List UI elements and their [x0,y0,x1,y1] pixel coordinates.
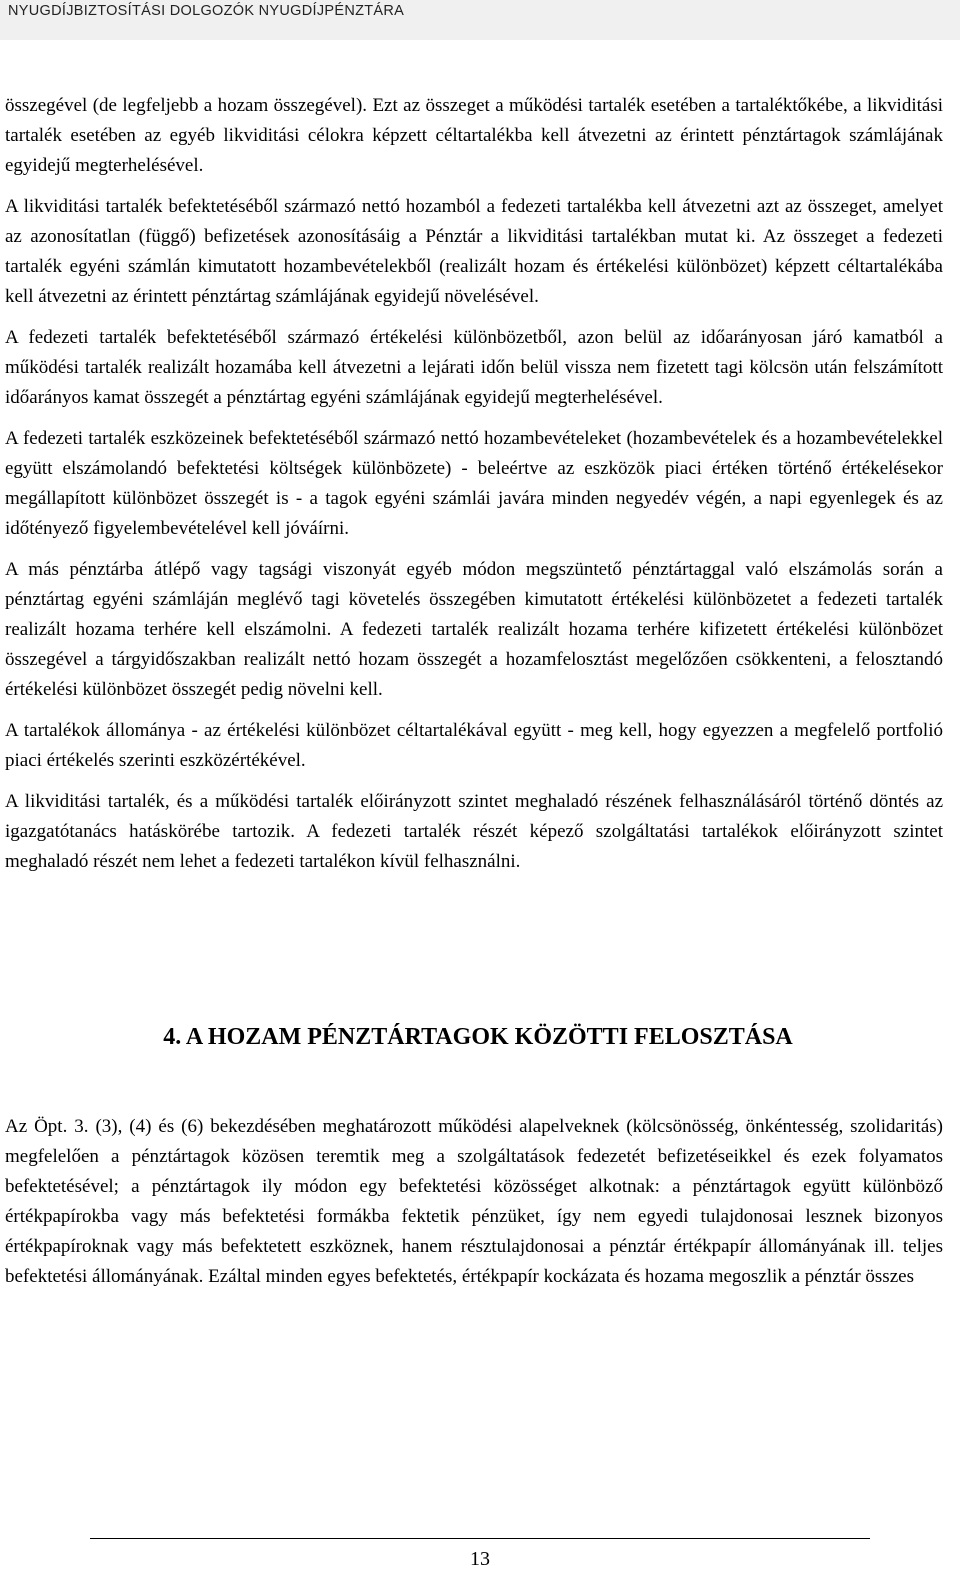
paragraph-7: A likviditási tartalék, és a működési tartalék előirányzott szintet meghaladó részének felhasználásáról történő döntés az igazgatótanács hatáskörébe tartozik. A fedezeti tartalék részét képező szolgáltatási tartalékok előirányzott szintet meghaladó részét nem lehet a fedezeti tartalékon kívül felhasználni. [5,791,943,872]
page-body [5,91,943,1303]
paragraph-2: A likviditási tartalék befektetéséből származó nettó hozamból a fedezeti tartalékba kell átvezetni azt az összeget, amelyet az azonosítatlan (függő) befizetések azonosításáig a Pénztár a likviditási tartalékban mutat ki. Az összeget a fedezeti tartalék egyéni számlán kimutatott hozambevételekből (realizált hozam és értékelési különbözet) képzett céltartalékába kell átvezetni az érintett pénztártag számlájának egyidejű növelésével. [5,196,943,307]
section-heading: 4. A HOZAM PÉNZTÁRTAGOK KÖZÖTTI FELOSZTÁSA [163,1024,793,1050]
paragraph-3: A fedezeti tartalék befektetéséből származó értékelési különbözetből, azon belül az időarányosan járó kamatból a működési tartalék realizált hozamába kell átvezetni a lejárati időn belül vissza nem fizetett tagi kölcsön után felszámított időarányos kamat összegét a pénztártag egyéni számlájának egyidejű megterhelésével. [5,327,943,408]
running-header-title: NYUGDÍJBIZTOSÍTÁSI DOLGOZÓK NYUGDÍJPÉNZTÁRA [8,3,405,19]
paragraph-5: A más pénztárba átlépő vagy tagsági viszonyát egyéb módon megszüntető pénztártaggal való elszámolás során a pénztártag egyéni számláján meglévő tagi követelés összegében kimutatott értékelési különbözetet a fedezeti tartalék realizált hozama terhére kell elszámolni. A fedezeti tartalék realizált hozama terhére kifizetett értékelési különbözet összegével a tárgyidőszakban realizált nettó hozam összegét a hozamfelosztást megelőzően csökkenteni, a felosztandó értékelési különbözet összegét pedig növelni kell. [5,559,943,700]
paragraph-1: összegével (de legfeljebb a hozam összegével). Ezt az összeget a működési tartalék esetében a tartaléktőkébe, a likviditási tartalék esetében az egyéb likviditási célokra képzett céltartalékba kell átvezetni az érintett pénztártagok számlájának egyidejű megterhelésével. [5,95,943,176]
page-number: 13 [470,1548,490,1570]
footer-divider [90,1538,870,1539]
paragraph-4: A fedezeti tartalék eszközeinek befektetéséből származó nettó hozambevételeket (hozambevételek és a hozambevételekkel együtt elszámolandó befektetési költségek különbözete) - beleértve az eszközök piaci értéken történő értékelésekor megállapított különbözet összegét is - a tagok egyéni számlái javára minden negyedév végén, a napi egyenlegek és az időtényező figyelembevételével kell jóváírni. [5,428,943,539]
paragraph-6: A tartalékok állománya - az értékelési különbözet céltartalékával együtt - meg kell, hogy egyezzen a megfelelő portfolió piaci értékelés szerinti eszközértékével. [5,720,943,771]
paragraph-8: Az Öpt. 3. (3), (4) és (6) bekezdésében meghatározott működési alapelveknek (kölcsönösség, önkéntesség, szolidaritás) megfelelően a pénztártagok közösen teremtik meg a szolgáltatások fedezetét befizetéseikkel és ezek folyamatos befektetésével; a pénztártagok ily módon egy befektetési közösséget alkotnak: a pénztártagok együtt különböző értékpapírokba vagy más befektetési formákba fektetik pénzüket, így nem egyedi tulajdonosai lesznek bizonyos értékpapíroknak vagy más befektetett eszköznek, hanem résztulajdonosai a pénztár értékpapír állományának ill. teljes befektetési állományának. Ezáltal minden egyes befektetés, értékpapír kockázata és hozama megoszlik a pénztár összes [5,1116,943,1287]
running-header-bar [0,0,960,40]
